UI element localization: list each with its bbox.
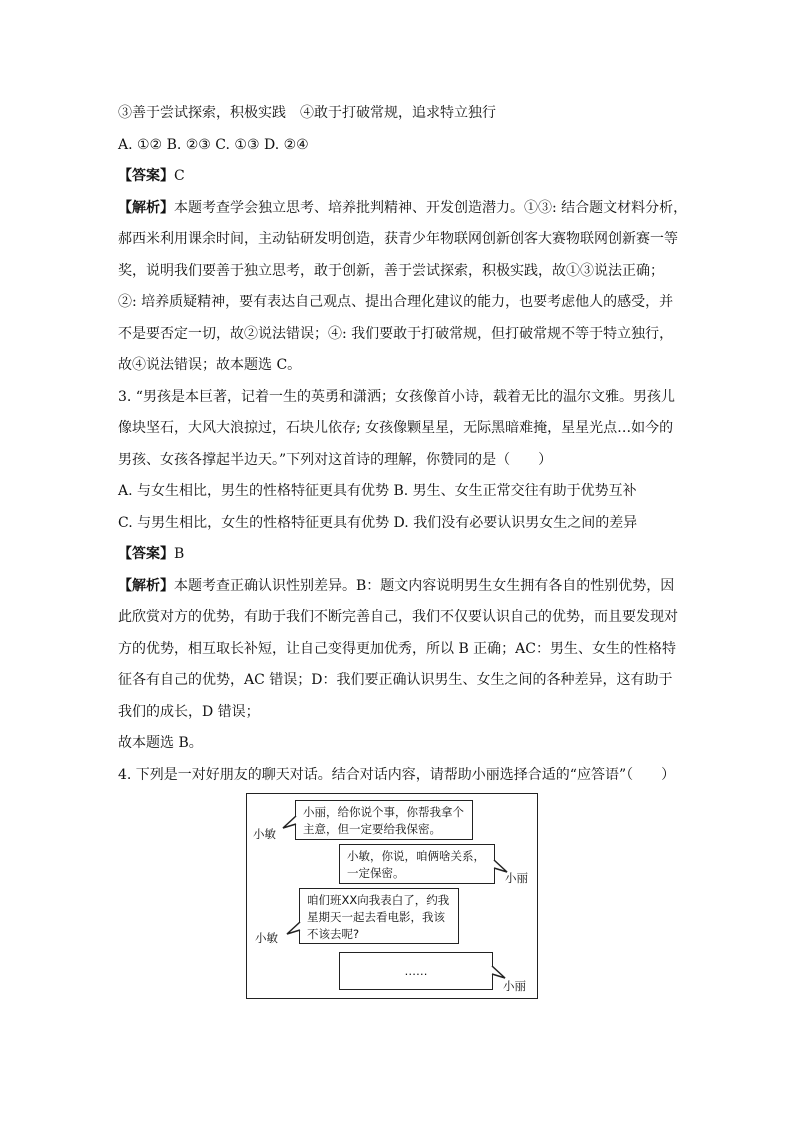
speaker-label: 小丽 <box>505 871 528 885</box>
q3-stem-line: 男孩、女孩各撑起半边天。”下列对这首诗的理解，你赞同的是（ ） <box>118 451 553 468</box>
q3-analysis-line: 我们的成长，D 错误； <box>118 703 260 720</box>
q3-answer <box>118 539 683 571</box>
q2-analysis-line: 【解析】本题考查学会独立思考、培养批判精神、开发创造潜力。①③: 结合题文材料分析， <box>118 199 688 216</box>
speech-bubble-answer: …… <box>339 952 493 990</box>
analysis-label: 【解析】 <box>118 199 174 216</box>
speech-bubble: 咱们班XX向我表白了，约我星期天一起去看电影，我该不该去呢? <box>299 888 459 944</box>
q2-analysis-line: 故④说法错误；故本题选 C。 <box>118 357 302 373</box>
answer-label: 【答案】 <box>118 546 174 562</box>
answer-label: 【答案】 <box>118 168 174 184</box>
q2-analysis-line: 郝西米利用课余时间，主动钻研发明创造，获青少年物联网创新创客大赛物联网创新赛一等 <box>118 231 678 247</box>
q2-analysis-line: 奖，说明我们要善于独立思考，敢于创新，善于尝试探索，积极实践，故①③说法正确； <box>118 262 664 279</box>
bubble-pointer <box>281 814 297 832</box>
q2-analysis-line: ②: 培养质疑精神，要有表达自己观点、提出合理化建议的能力，也要考虑他人的感受，并 <box>118 294 674 310</box>
speaker-label: 小敏 <box>253 827 276 841</box>
answer-value: C <box>174 168 185 184</box>
q3-analysis-line: 方的优势，相互取长补短，让自己变得更加优秀，所以 B 正确；AC：男生、女生的性格特 <box>118 640 677 657</box>
document-body <box>118 98 688 791</box>
speaker-label: 小敏 <box>255 931 278 945</box>
bubble-pointer <box>285 920 301 938</box>
answer-value: B <box>174 546 185 562</box>
speech-bubble: 小敏，你说，咱俩啥关系，一定保密。 <box>339 844 495 884</box>
speaker-label: 小丽 <box>503 979 526 993</box>
q3-stem-line: 3. “男孩是本巨著，记着一生的英勇和潇洒；女孩像首小诗，载着无比的温尔文雅。男孩儿 <box>118 388 675 405</box>
q3-analysis-line: 【解析】本题考查正确认识性别差异。B：题文内容说明男生女生拥有各自的性别优势，因 <box>118 577 675 594</box>
q3-analysis-line: 故本题选 B。 <box>118 735 203 751</box>
q2-answer <box>118 161 683 193</box>
q2-choices: A. ①② B. ②③ C. ①③ D. ②④ <box>118 136 309 153</box>
q3-stem-line: 像块坚石，大风大浪掠过，石块儿依存; 女孩像颗星星，无际黑暗难掩，星星光点…如今的 <box>118 420 674 436</box>
speech-bubble: 小丽，给你说个事，你帮我拿个主意，但一定要给我保密。 <box>295 800 473 840</box>
dialog-figure <box>246 793 538 999</box>
q3-choice-line: C. 与男生相比，女生的性格特征更具有优势 D. 我们没有必要认识男女生之间的差异 <box>118 514 638 531</box>
q2-option-line: ③善于尝试探索，积极实践 ④敢于打破常规，追求特立独行 <box>118 105 496 121</box>
q2-analysis-line: 不是要否定一切，故②说法错误；④: 我们要敢于打破常规，但打破常规不等于特立独行， <box>118 325 674 342</box>
q3-analysis-line: 征各有自己的优势，AC 错误；D：我们要正确认识男生、女生之间的各种差异，这有助于 <box>118 672 673 688</box>
q4-stem: 4. 下列是一对好朋友的聊天对话。结合对话内容，请帮助小丽选择合适的“应答语”（ ） <box>118 766 676 783</box>
analysis-label: 【解析】 <box>118 577 174 594</box>
q3-analysis-line: 此欣赏对方的优势，有助于我们不断完善自己，我们不仅要认识自己的优势，而且要发现对 <box>118 609 678 625</box>
q3-choice-line: A. 与女生相比，男生的性格特征更具有优势 B. 男生、女生正常交往有助于优势互补 <box>118 483 637 499</box>
